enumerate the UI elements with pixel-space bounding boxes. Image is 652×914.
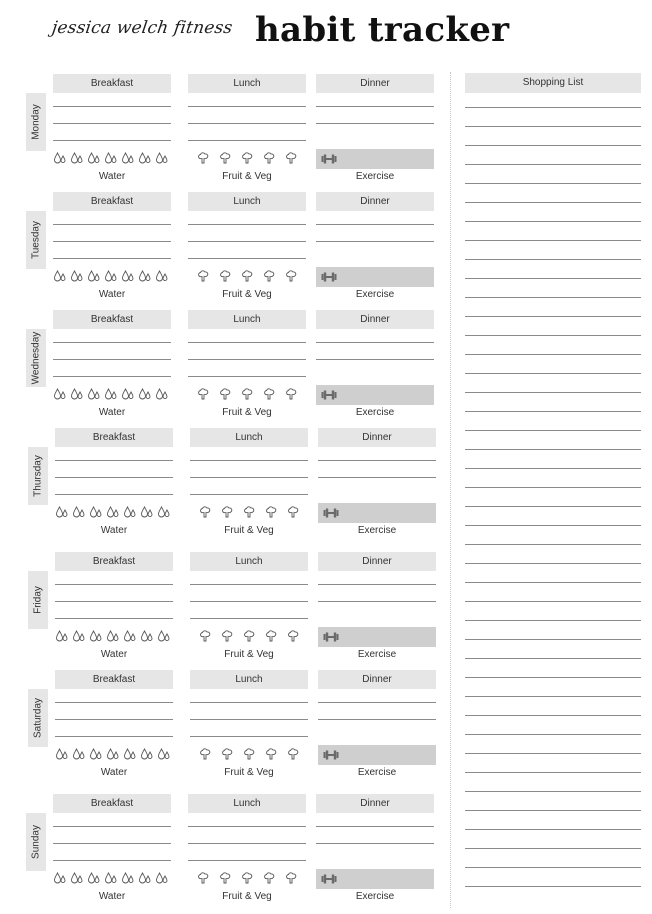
writing-line[interactable] (190, 494, 308, 495)
writing-line[interactable] (316, 123, 434, 124)
exercise-label: Exercise (357, 649, 397, 660)
water-drop-icon[interactable] (87, 387, 101, 403)
broccoli-icon[interactable] (198, 505, 212, 521)
water-drop-icon[interactable] (53, 269, 67, 285)
shopping-list-line[interactable] (465, 259, 641, 260)
day-block-sunday (0, 794, 450, 914)
meal-column-breakfast (55, 552, 173, 672)
meal-column-dinner (316, 192, 434, 312)
writing-line[interactable] (55, 719, 173, 720)
shopping-list-line[interactable] (465, 278, 641, 279)
writing-line[interactable] (316, 241, 434, 242)
meal-column-breakfast (53, 74, 171, 194)
meal-column-dinner (316, 794, 434, 914)
meal-column-lunch (190, 552, 308, 672)
broccoli-icon[interactable] (284, 151, 298, 167)
broccoli-icon[interactable] (196, 387, 210, 403)
water-label: Water (100, 767, 128, 778)
water-label: Water (100, 525, 128, 536)
column-divider (450, 72, 451, 908)
fruit-veg-icons (196, 871, 298, 887)
writing-line[interactable] (318, 477, 436, 478)
writing-line[interactable] (318, 584, 436, 585)
shopping-list-line[interactable] (465, 867, 641, 868)
writing-line[interactable] (53, 224, 171, 225)
water-drop-icon[interactable] (123, 629, 137, 645)
shopping-list-line[interactable] (465, 145, 641, 146)
shopping-list-line[interactable] (465, 563, 641, 564)
writing-line[interactable] (53, 241, 171, 242)
day-label (26, 329, 46, 387)
day-label (28, 689, 48, 747)
broccoli-icon[interactable] (196, 269, 210, 285)
day-label-text: Sunday (30, 825, 42, 859)
water-drop-icon[interactable] (70, 871, 84, 887)
meal-column-dinner (318, 670, 436, 790)
writing-line[interactable] (190, 601, 308, 602)
writing-line[interactable] (190, 702, 308, 703)
broccoli-icon[interactable] (240, 151, 254, 167)
exercise-label: Exercise (355, 407, 395, 418)
writing-line[interactable] (53, 140, 171, 141)
water-drop-icon[interactable] (157, 505, 171, 521)
meal-column-breakfast (53, 794, 171, 914)
broccoli-icon[interactable] (240, 269, 254, 285)
broccoli-icon[interactable] (196, 151, 210, 167)
water-drop-icon[interactable] (89, 505, 103, 521)
meal-header: Lunch (190, 552, 308, 571)
meal-header: Lunch (188, 794, 306, 813)
meal-column-breakfast (55, 670, 173, 790)
meal-header: Lunch (188, 192, 306, 211)
writing-line[interactable] (318, 460, 436, 461)
shopping-list-line[interactable] (465, 468, 641, 469)
day-label (26, 813, 46, 871)
day-block-friday (0, 552, 450, 672)
writing-line[interactable] (188, 258, 306, 259)
writing-line[interactable] (188, 376, 306, 377)
water-drop-icon[interactable] (155, 151, 169, 167)
water-drop-icon[interactable] (55, 629, 69, 645)
water-label: Water (98, 407, 126, 418)
fruit-veg-icons (196, 269, 298, 285)
writing-line[interactable] (188, 860, 306, 861)
writing-line[interactable] (316, 342, 434, 343)
water-drop-icon[interactable] (70, 151, 84, 167)
day-label-text: Tuesday (30, 221, 42, 259)
shopping-list-line[interactable] (465, 696, 641, 697)
water-drop-icon[interactable] (121, 269, 135, 285)
day-label (28, 571, 48, 629)
water-drop-icon[interactable] (104, 871, 118, 887)
writing-line[interactable] (188, 140, 306, 141)
fruit-veg-label: Fruit & Veg (224, 525, 274, 536)
water-drop-icon[interactable] (138, 269, 152, 285)
water-drop-icon[interactable] (72, 505, 86, 521)
meal-header: Dinner (318, 552, 436, 571)
writing-line[interactable] (316, 843, 434, 844)
meal-header: Breakfast (55, 670, 173, 689)
shopping-list-line[interactable] (465, 582, 641, 583)
water-drop-icon[interactable] (104, 269, 118, 285)
water-drop-icon[interactable] (55, 747, 69, 763)
writing-line[interactable] (190, 736, 308, 737)
water-label: Water (98, 171, 126, 182)
water-drop-icon[interactable] (106, 629, 120, 645)
water-drop-icon[interactable] (70, 387, 84, 403)
water-drop-icon[interactable] (53, 151, 67, 167)
exercise-label: Exercise (355, 891, 395, 902)
water-drop-icon[interactable] (106, 505, 120, 521)
shopping-list-line[interactable] (465, 297, 641, 298)
fruit-veg-icons (196, 387, 298, 403)
meal-header: Dinner (316, 74, 434, 93)
day-block-wednesday (0, 310, 450, 430)
writing-line[interactable] (316, 106, 434, 107)
water-drop-icon[interactable] (123, 505, 137, 521)
exercise-box[interactable] (316, 385, 434, 405)
day-label-text: Friday (32, 586, 44, 614)
meal-column-dinner (318, 552, 436, 672)
meal-header: Dinner (318, 670, 436, 689)
shopping-list-line[interactable] (465, 791, 641, 792)
water-drop-icon[interactable] (55, 505, 69, 521)
water-drop-icon[interactable] (140, 629, 154, 645)
day-block-tuesday (0, 192, 450, 312)
shopping-list-line[interactable] (465, 886, 641, 887)
water-drop-icon[interactable] (138, 871, 152, 887)
water-icons (55, 505, 171, 521)
shopping-list-line[interactable] (465, 544, 641, 545)
water-drop-icon[interactable] (72, 629, 86, 645)
shopping-list-line[interactable] (465, 620, 641, 621)
water-drop-icon[interactable] (70, 269, 84, 285)
day-block-monday (0, 74, 450, 194)
water-drop-icon[interactable] (104, 387, 118, 403)
water-drop-icon[interactable] (121, 871, 135, 887)
writing-line[interactable] (53, 123, 171, 124)
meal-column-dinner (316, 74, 434, 194)
broccoli-icon[interactable] (242, 505, 256, 521)
fruit-veg-label: Fruit & Veg (224, 649, 274, 660)
broccoli-icon[interactable] (284, 871, 298, 887)
water-drop-icon[interactable] (140, 747, 154, 763)
broccoli-icon[interactable] (262, 151, 276, 167)
shopping-list-line[interactable] (465, 810, 641, 811)
water-drop-icon[interactable] (53, 387, 67, 403)
shopping-list-line[interactable] (465, 449, 641, 450)
meal-header: Lunch (188, 74, 306, 93)
writing-line[interactable] (190, 584, 308, 585)
fruit-veg-label: Fruit & Veg (224, 767, 274, 778)
brand-logo: jessica welch fitness (50, 18, 234, 38)
shopping-list-line[interactable] (465, 734, 641, 735)
writing-line[interactable] (188, 123, 306, 124)
shopping-list-line[interactable] (465, 107, 641, 108)
writing-line[interactable] (188, 241, 306, 242)
day-label (26, 211, 46, 269)
shopping-list-line[interactable] (465, 715, 641, 716)
writing-line[interactable] (188, 106, 306, 107)
meal-header: Breakfast (53, 794, 171, 813)
shopping-list-line[interactable] (465, 848, 641, 849)
water-label: Water (98, 891, 126, 902)
shopping-list-line[interactable] (465, 354, 641, 355)
meal-header: Dinner (318, 428, 436, 447)
broccoli-icon[interactable] (286, 505, 300, 521)
meal-column-lunch (188, 74, 306, 194)
meal-column-breakfast (53, 310, 171, 430)
broccoli-icon[interactable] (284, 387, 298, 403)
writing-line[interactable] (53, 843, 171, 844)
broccoli-icon[interactable] (262, 871, 276, 887)
fruit-veg-label: Fruit & Veg (222, 171, 272, 182)
broccoli-icon[interactable] (242, 629, 256, 645)
water-drop-icon[interactable] (89, 747, 103, 763)
broccoli-icon[interactable] (286, 629, 300, 645)
day-block-saturday (0, 670, 450, 790)
writing-line[interactable] (55, 702, 173, 703)
writing-line[interactable] (53, 258, 171, 259)
fruit-veg-icons (198, 505, 300, 521)
water-drop-icon[interactable] (138, 151, 152, 167)
water-drop-icon[interactable] (138, 387, 152, 403)
water-icons (53, 151, 169, 167)
shopping-list-line[interactable] (465, 430, 641, 431)
writing-line[interactable] (318, 601, 436, 602)
meal-header: Lunch (190, 670, 308, 689)
day-label-text: Thursday (32, 455, 44, 497)
writing-line[interactable] (55, 601, 173, 602)
exercise-box[interactable] (318, 745, 436, 765)
writing-line[interactable] (190, 460, 308, 461)
broccoli-icon[interactable] (198, 747, 212, 763)
day-block-thursday (0, 428, 450, 548)
water-icons (55, 747, 171, 763)
water-drop-icon[interactable] (87, 151, 101, 167)
shopping-list-line[interactable] (465, 373, 641, 374)
water-drop-icon[interactable] (104, 151, 118, 167)
shopping-list-line[interactable] (465, 202, 641, 203)
shopping-list-line[interactable] (465, 240, 641, 241)
meal-column-lunch (188, 192, 306, 312)
exercise-label: Exercise (355, 171, 395, 182)
broccoli-icon[interactable] (198, 629, 212, 645)
writing-line[interactable] (55, 618, 173, 619)
writing-line[interactable] (316, 826, 434, 827)
meal-header: Breakfast (53, 74, 171, 93)
water-icons (53, 269, 169, 285)
day-label-text: Wednesday (30, 331, 42, 385)
meal-column-breakfast (55, 428, 173, 548)
water-drop-icon[interactable] (89, 629, 103, 645)
fruit-veg-icons (198, 747, 300, 763)
broccoli-icon[interactable] (240, 387, 254, 403)
broccoli-icon[interactable] (218, 269, 232, 285)
writing-line[interactable] (53, 106, 171, 107)
exercise-box[interactable] (318, 503, 436, 523)
water-icons (55, 629, 171, 645)
writing-line[interactable] (55, 460, 173, 461)
fruit-veg-icons (196, 151, 298, 167)
shopping-list-line[interactable] (465, 677, 641, 678)
writing-line[interactable] (53, 376, 171, 377)
writing-line[interactable] (188, 359, 306, 360)
writing-line[interactable] (55, 584, 173, 585)
broccoli-icon[interactable] (286, 747, 300, 763)
shopping-list-line[interactable] (465, 316, 641, 317)
writing-line[interactable] (316, 359, 434, 360)
writing-line[interactable] (188, 224, 306, 225)
water-drop-icon[interactable] (106, 747, 120, 763)
shopping-list-header: Shopping List (465, 73, 641, 93)
page-title: habit tracker (255, 10, 510, 50)
water-icons (53, 871, 169, 887)
water-drop-icon[interactable] (121, 151, 135, 167)
shopping-list-line[interactable] (465, 506, 641, 507)
day-label-text: Saturday (32, 697, 44, 739)
water-drop-icon[interactable] (87, 871, 101, 887)
broccoli-icon[interactable] (240, 871, 254, 887)
writing-line[interactable] (190, 719, 308, 720)
writing-line[interactable] (190, 618, 308, 619)
exercise-box[interactable] (316, 267, 434, 287)
exercise-label: Exercise (357, 767, 397, 778)
writing-line[interactable] (318, 702, 436, 703)
broccoli-icon[interactable] (264, 747, 278, 763)
meal-header: Breakfast (53, 310, 171, 329)
meal-column-lunch (190, 670, 308, 790)
shopping-list-line[interactable] (465, 126, 641, 127)
meal-header: Breakfast (55, 428, 173, 447)
exercise-box[interactable] (316, 869, 434, 889)
fruit-veg-label: Fruit & Veg (222, 407, 272, 418)
writing-line[interactable] (188, 826, 306, 827)
shopping-list-line[interactable] (465, 392, 641, 393)
meal-column-dinner (316, 310, 434, 430)
writing-line[interactable] (53, 359, 171, 360)
writing-line[interactable] (53, 860, 171, 861)
writing-line[interactable] (190, 477, 308, 478)
water-drop-icon[interactable] (155, 871, 169, 887)
broccoli-icon[interactable] (220, 747, 234, 763)
shopping-list-line[interactable] (465, 639, 641, 640)
shopping-list-line[interactable] (465, 658, 641, 659)
writing-line[interactable] (53, 342, 171, 343)
shopping-list-line[interactable] (465, 753, 641, 754)
water-drop-icon[interactable] (72, 747, 86, 763)
water-drop-icon[interactable] (87, 269, 101, 285)
writing-line[interactable] (318, 719, 436, 720)
meal-header: Dinner (316, 794, 434, 813)
meal-column-lunch (188, 310, 306, 430)
writing-line[interactable] (55, 494, 173, 495)
water-drop-icon[interactable] (140, 505, 154, 521)
exercise-label: Exercise (357, 525, 397, 536)
meal-header: Dinner (316, 192, 434, 211)
writing-line[interactable] (55, 736, 173, 737)
shopping-list-line[interactable] (465, 772, 641, 773)
meal-column-dinner (318, 428, 436, 548)
broccoli-icon[interactable] (220, 505, 234, 521)
broccoli-icon[interactable] (264, 505, 278, 521)
writing-line[interactable] (188, 843, 306, 844)
broccoli-icon[interactable] (262, 269, 276, 285)
water-drop-icon[interactable] (157, 747, 171, 763)
broccoli-icon[interactable] (264, 629, 278, 645)
meal-column-lunch (190, 428, 308, 548)
broccoli-icon[interactable] (218, 387, 232, 403)
day-label (26, 93, 46, 151)
broccoli-icon[interactable] (242, 747, 256, 763)
fruit-veg-label: Fruit & Veg (222, 289, 272, 300)
writing-line[interactable] (53, 826, 171, 827)
fruit-veg-icons (198, 629, 300, 645)
water-drop-icon[interactable] (155, 387, 169, 403)
shopping-list-line[interactable] (465, 221, 641, 222)
meal-header: Lunch (188, 310, 306, 329)
water-drop-icon[interactable] (155, 269, 169, 285)
broccoli-icon[interactable] (284, 269, 298, 285)
meal-header: Breakfast (53, 192, 171, 211)
shopping-list-line[interactable] (465, 829, 641, 830)
exercise-box[interactable] (318, 627, 436, 647)
water-label: Water (100, 649, 128, 660)
broccoli-icon[interactable] (262, 387, 276, 403)
meal-header: Dinner (316, 310, 434, 329)
meal-header: Lunch (190, 428, 308, 447)
exercise-label: Exercise (355, 289, 395, 300)
fruit-veg-label: Fruit & Veg (222, 891, 272, 902)
exercise-box[interactable] (316, 149, 434, 169)
broccoli-icon[interactable] (220, 629, 234, 645)
shopping-list-line[interactable] (465, 601, 641, 602)
water-drop-icon[interactable] (157, 629, 171, 645)
meal-column-breakfast (53, 192, 171, 312)
shopping-list-line[interactable] (465, 183, 641, 184)
water-drop-icon[interactable] (53, 871, 67, 887)
water-icons (53, 387, 169, 403)
broccoli-icon[interactable] (196, 871, 210, 887)
shopping-list-line[interactable] (465, 525, 641, 526)
writing-line[interactable] (316, 224, 434, 225)
water-label: Water (98, 289, 126, 300)
shopping-list-line[interactable] (465, 335, 641, 336)
shopping-list-line[interactable] (465, 164, 641, 165)
shopping-list-line[interactable] (465, 411, 641, 412)
broccoli-icon[interactable] (218, 871, 232, 887)
water-drop-icon[interactable] (121, 387, 135, 403)
writing-line[interactable] (55, 477, 173, 478)
meal-column-lunch (188, 794, 306, 914)
day-label-text: Monday (30, 104, 42, 140)
water-drop-icon[interactable] (123, 747, 137, 763)
broccoli-icon[interactable] (218, 151, 232, 167)
shopping-list-line[interactable] (465, 487, 641, 488)
meal-header: Breakfast (55, 552, 173, 571)
writing-line[interactable] (188, 342, 306, 343)
day-label (28, 447, 48, 505)
